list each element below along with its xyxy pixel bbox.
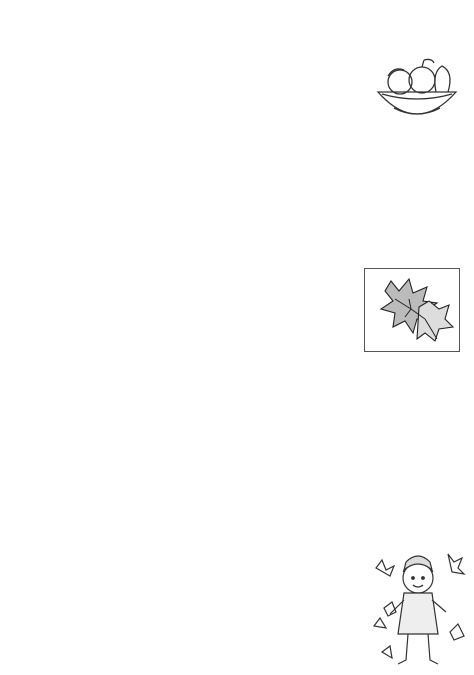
autumn-leaves-illustration: [365, 269, 459, 351]
fruit-bowl-illustration: [374, 58, 460, 130]
leaf-illustration-frame: [364, 268, 460, 352]
child-with-leaves-illustration: [368, 548, 468, 670]
